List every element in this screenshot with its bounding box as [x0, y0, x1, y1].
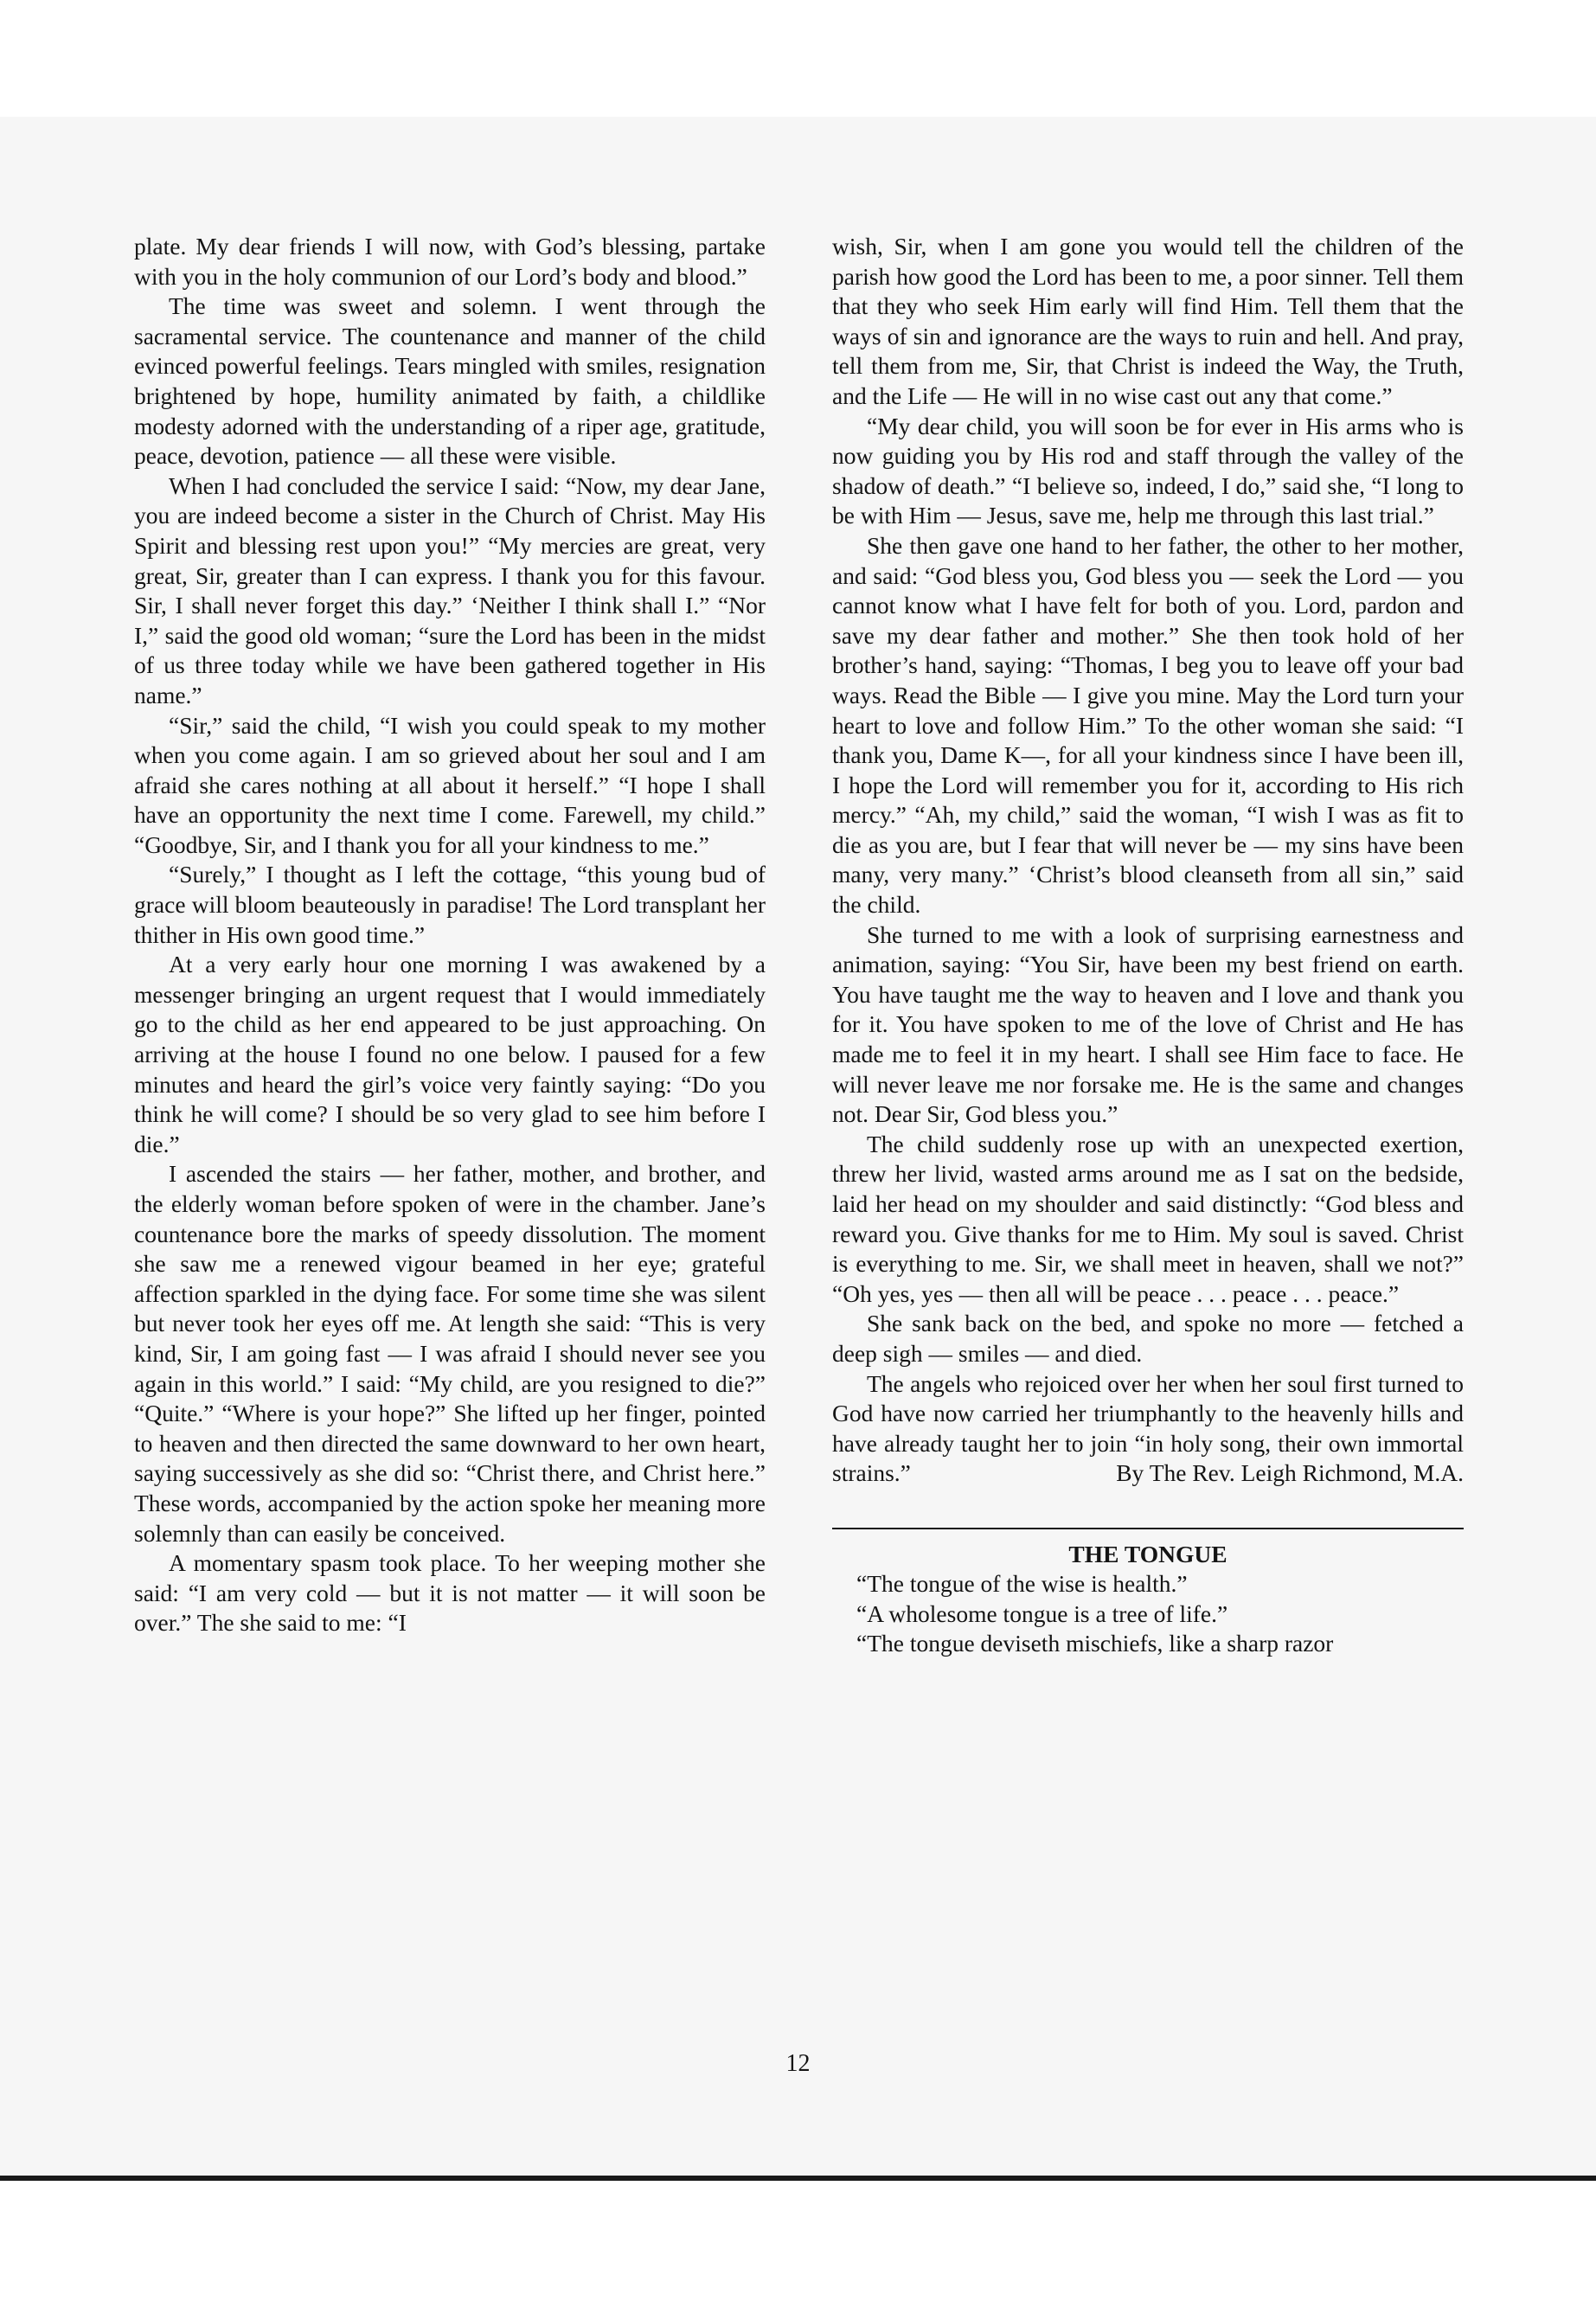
- paragraph: I ascended the stairs — her father, mother, and brother, and the elderly woman before spoken of were in the chamber. Jane’s countenance bore the marks of speedy dissolution. The moment she saw me a renewed vigour beamed in her eye; grateful affection sparkled in the dying face. For some time she was silent but never took her eyes off me. At length she said: “This is very kind, Sir, I am going fast — I was afraid I should never see you again in this world.” I said: “My child, are you resigned to die?” “Quite.” “Where is your hope?” She lifted up her finger, pointed to heaven and then directed the same downward to her own heart, saying successively as she did so: “Christ there, and Christ here.” These words, accompanied by the action spoke her meaning more solemnly than can easily be conceived.: [134, 1160, 766, 1547]
- paragraph-with-byline: [832, 1369, 1464, 1519]
- scripture-quote: “A wholesome tongue is a tree of life.”: [856, 1599, 1228, 1627]
- paragraph: A momentary spasm took place. To her weeping mother she said: “I am very cold — but it is not matter — it will soon be over.” The she said to me: “I: [134, 1549, 766, 1637]
- paragraph: When I had concluded the service I said: “Now, my dear Jane, you are indeed become a sister in the Church of Christ. May His Spirit and blessing rest upon you!” “My mercies are great, very great, Sir, greater than I can express. I thank you for this favour. Sir, I shall never forget this day.” ‘Neither I think shall I.” “Nor I,” said the good old woman; “sure the Lord has been in the midst of us three today while we have been gathered together in His name.”: [134, 471, 766, 708]
- page-number: 12: [785, 2050, 811, 2077]
- paragraph: plate. My dear friends I will now, with God’s blessing, partake with you in the holy communion of our Lord’s body and blood.”: [134, 233, 766, 290]
- author-byline: By The Rev. Leigh Richmond, M.A.: [1116, 1459, 1464, 1487]
- paragraph: She sank back on the bed, and spoke no more — fetched a deep sigh — smiles — and died.: [832, 1310, 1464, 1367]
- paragraph: The time was sweet and solemn. I went through the sacramental service. The countenance and manner of the child evinced powerful feelings. Tears mingled with smiles, resignation brightened by hope, humility animated by faith, a childlike modesty adorned with the understanding of a riper age, gratitude, peace, devotion, patience — all these were visible.: [134, 292, 766, 470]
- scripture-quote: “The tongue deviseth mischiefs, like a sharp razor: [856, 1630, 1334, 1657]
- paragraph: “Sir,” said the child, “I wish you could speak to my mother when you come again. I am so grieved about her soul and I am afraid she cares nothing at all about it herself.” “I hope I shall have an opportunity the next time I come. Farewell, my child.” “Goodbye, Sir, and I thank you for all your kindness to me.”: [134, 711, 766, 858]
- paragraph: At a very early hour one morning I was awakened by a messenger bringing an urgent request that I would immediately go to the child as her end appeared to be just approaching. On arriving at the house I found no one below. I paused for a few minutes and heard the girl’s voice very faintly saying: “Do you think he will come? I should be so very glad to see him before I die.”: [134, 951, 766, 1157]
- section-title: THE TONGUE: [1068, 1540, 1227, 1567]
- paragraph-text: The angels who rejoiced over her when her soul first turned to God have now carried her triumphantly to the heavenly hills and have already taught her to join “in holy song, their own immortal strains.”: [832, 1369, 1464, 1487]
- section-divider: [832, 1528, 1464, 1529]
- paragraph: She then gave one hand to her father, the other to her mother, and said: “God bless you, God bless you — seek the Lord — you cannot know what I have felt for both of you. Lord, pardon and save my dear father and mother.” She then took hold of her brother’s hand, saying: “Thomas, I beg you to leave off your bad ways. Read the Bible — I give you mine. May the Lord turn your heart to love and follow Him.” To the other woman she said: “I thank you, Dame K—, for all your kindness since I have been ill, I hope the Lord will remember you for it, according to His rich mercy.” “Ah, my child,” said the woman, “I wish I was as fit to die as you are, but I fear that will never be — my sins have been many, very many.” ‘Christ’s blood cleanseth from all sin,” said the child.: [832, 531, 1464, 919]
- right-column: [832, 232, 1464, 1659]
- paragraph: “My dear child, you will soon be for ever in His arms who is now guiding you by His rod and staff through the valley of the shadow of death.” “I believe so, indeed, I do,” said she, “I long to be with Him — Jesus, save me, help me through this last trial.”: [832, 412, 1464, 529]
- paragraph: She turned to me with a look of surprising earnestness and animation, saying: “You Sir, have been my best friend on earth. You have taught me the way to heaven and I love and thank you for it. You have spoken to me of the love of Christ and He has made me to feel it in my heart. I shall see Him face to face. He will never leave me nor forsake me. He is the same and changes not. Dear Sir, God bless you.”: [832, 920, 1464, 1128]
- paragraph: “Surely,” I thought as I left the cottage, “this young bud of grace will bloom beauteously in paradise! The Lord transplant her thither in His own good time.”: [134, 861, 766, 948]
- scripture-quote: “The tongue of the wise is health.”: [856, 1570, 1188, 1598]
- paragraph: wish, Sir, when I am gone you would tell the children of the parish how good the Lord has been to me, a poor sinner. Tell them that they who seek Him early will find Him. Tell them that the ways of sin and ignorance are the ways to ruin and hell. And pray, tell them from me, Sir, that Christ is indeed the Way, the Truth, and the Life — He will in no wise cast out any that come.”: [832, 233, 1464, 409]
- paragraph: The child suddenly rose up with an unexpected exertion, threw her livid, wasted arms around me as I sat on the bedside, laid her head on my shoulder and said distinctly: “God bless and reward you. Give thanks for me to Him. My soul is saved. Christ is everything to me. Sir, we shall meet in heaven, shall we not?” “Oh yes, yes — then all will be peace . . . peace . . . peace.”: [832, 1130, 1464, 1307]
- left-column: [134, 232, 766, 1638]
